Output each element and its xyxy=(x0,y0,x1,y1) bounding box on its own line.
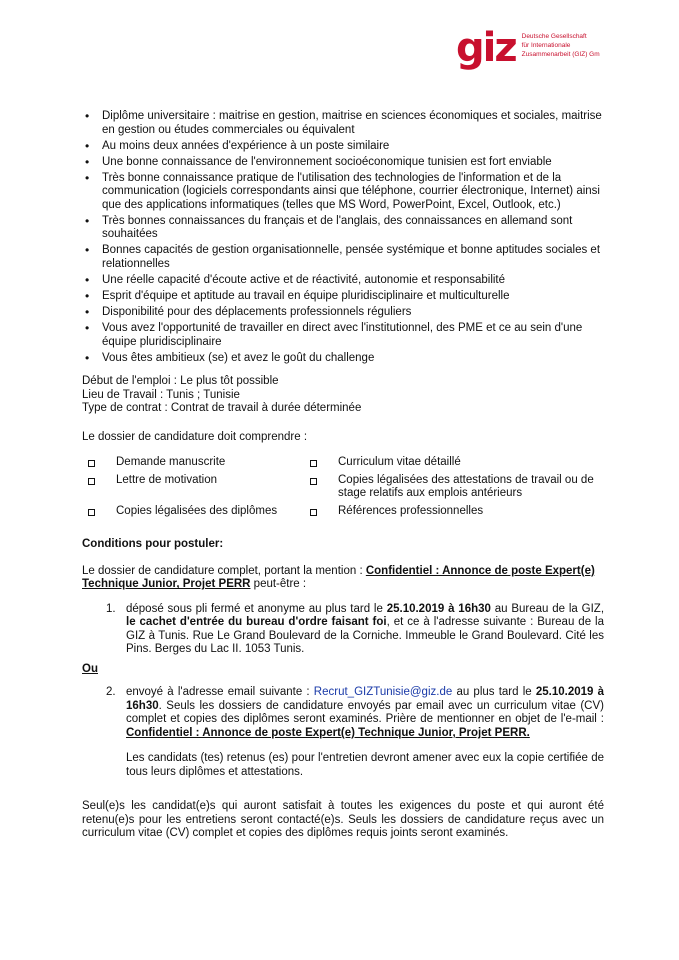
checklist-item: Lettre de motivation xyxy=(82,474,302,501)
step-deposit xyxy=(82,603,604,657)
step-text: au plus tard le xyxy=(452,686,536,699)
step-text: envoyé à l'adresse email suivante : xyxy=(126,686,314,699)
checklist-item: Curriculum vitae détaillé xyxy=(302,456,604,470)
giz-logo-text xyxy=(522,32,600,59)
checklist-item: Références professionnelles xyxy=(302,505,604,519)
list-item: • Très bonnes connaissances du français et de l'anglais, des connaissances en allemand sont souhaitées xyxy=(82,215,604,242)
list-item: • Bonnes capacités de gestion organisationnelle, pensée systémique et bonne aptitudes sociales et relationnelles xyxy=(82,244,604,271)
checklist-item: Copies légalisées des diplômes xyxy=(82,505,302,519)
list-item: • Vous avez l'opportunité de travailler en direct avec l'institutionnel, des PME et ce au sein d'une équipe pluridisciplinaire xyxy=(82,322,604,349)
logo-line-3: Zusammenarbeit (GIZ) Gm xyxy=(521,51,600,58)
stamp-note: le cachet d'entrée du bureau d'ordre faisant foi xyxy=(126,616,387,629)
list-item: • Diplôme universitaire : maitrise en gestion, maitrise en sciences économiques et sociales, maitrise en gestion ou études commerciales ou équivalent xyxy=(82,110,604,137)
list-item: • Disponibilité pour des déplacements professionnels réguliers xyxy=(82,306,604,320)
conditions-title: Conditions pour postuler: xyxy=(82,538,224,551)
giz-logo xyxy=(456,25,600,71)
step-text: . Seuls les dossiers de candidature envoyés par email avec un curriculum vitae (CV) complet et copies des diplômes seront examinés. Prière de mentionner en objet de l'e-mail : xyxy=(126,699,604,726)
interview-note: Les candidats (tes) retenus (es) pour l'entretien devront amener avec eux la copie certifiée de tous leurs diplômes et attestations. xyxy=(126,752,604,778)
address-text: , et ce à l'adresse suivante : Bureau de la GIZ à Tunis. Rue Le Grand Boulevard de la Corniche. Immeuble le Grand Boulevard. Cité les Pins. Berges du Lac II. 1053 Tunis. xyxy=(126,616,604,656)
profile-list xyxy=(82,110,604,365)
conditions-intro xyxy=(82,565,604,592)
list-item: • Une réelle capacité d'écoute active et de réactivité, autonomie et responsabilité xyxy=(82,274,604,288)
deadline: 25.10.2019 à 16h30 xyxy=(126,686,604,712)
step-text: au Bureau de la GIZ, xyxy=(490,602,605,615)
list-item: • Esprit d'équipe et aptitude au travail en équipe pluridisciplinaire et multiculturelle xyxy=(82,290,604,304)
giz-logo-mark: giz xyxy=(456,25,516,71)
job-info xyxy=(82,375,604,416)
or-separator: Ou xyxy=(82,662,98,675)
step-email xyxy=(82,686,604,740)
email-link[interactable]: Recrut_GIZTunisie@giz.de xyxy=(313,686,453,699)
start-date: Début de l'emploi : Le plus tôt possible xyxy=(82,375,279,388)
conditions-intro-end: peut-être : xyxy=(250,578,307,591)
contract-type: Type de contrat : Contrat de travail à durée déterminée xyxy=(82,402,362,415)
list-item: • Vous êtes ambitieux (se) et avez le goût du challenge xyxy=(82,352,604,366)
final-paragraph: Seul(e)s les candidat(e)s qui auront satisfait à toutes les exigences du poste et qui auront été retenu(e)s pour les entretiens seront contacté(e)s. Seuls les dossiers de candidature reçus avec un curriculum vitae (CV) complet et copies des diplômes requis joints seront examinés. xyxy=(82,800,604,840)
dossier-checklist xyxy=(82,456,604,518)
checklist-item: Copies légalisées des attestations de travail ou de stage relatifs aux emplois antérieurs xyxy=(302,474,604,501)
email-subject: Confidentiel : Annonce de poste Expert(e) Technique Junior, Projet PERR. xyxy=(126,726,530,739)
submission-steps xyxy=(82,603,604,657)
document-body xyxy=(82,110,604,841)
step-text: déposé sous pli fermé et anonyme au plus tard le xyxy=(126,602,387,615)
logo-line-1: Deutsche Gesellschaft xyxy=(521,33,587,40)
step-number: 1. xyxy=(106,602,116,615)
step-number: 2. xyxy=(106,686,116,699)
list-item: • Au moins deux années d'expérience à un poste similaire xyxy=(82,140,604,154)
submission-steps-email xyxy=(82,686,604,740)
conditions-intro-text: Le dossier de candidature complet, portant la mention : xyxy=(82,564,366,577)
mention-text: Confidentiel : Annonce de poste Expert(e) Technique Junior, Projet PERR xyxy=(82,564,595,591)
deadline: 25.10.2019 à 16h30 xyxy=(386,602,491,615)
list-item: • Une bonne connaissance de l'environnement socioéconomique tunisien est fort enviable xyxy=(82,156,604,170)
checklist-item: Demande manuscrite xyxy=(82,456,302,470)
dossier-intro: Le dossier de candidature doit comprendre : xyxy=(82,430,308,443)
logo-line-2: für Internationale xyxy=(521,42,571,49)
list-item: • Très bonne connaissance pratique de l'utilisation des technologies de l'information et de la communication (logiciels correspondants ainsi que téléphone, courrier électronique, Internet) ainsi que des applications informatiques (telles que MS Word, PowerPoint, Excel, Outlook, etc.) xyxy=(82,172,604,213)
work-location: Lieu de Travail : Tunis ; Tunisie xyxy=(82,388,240,401)
